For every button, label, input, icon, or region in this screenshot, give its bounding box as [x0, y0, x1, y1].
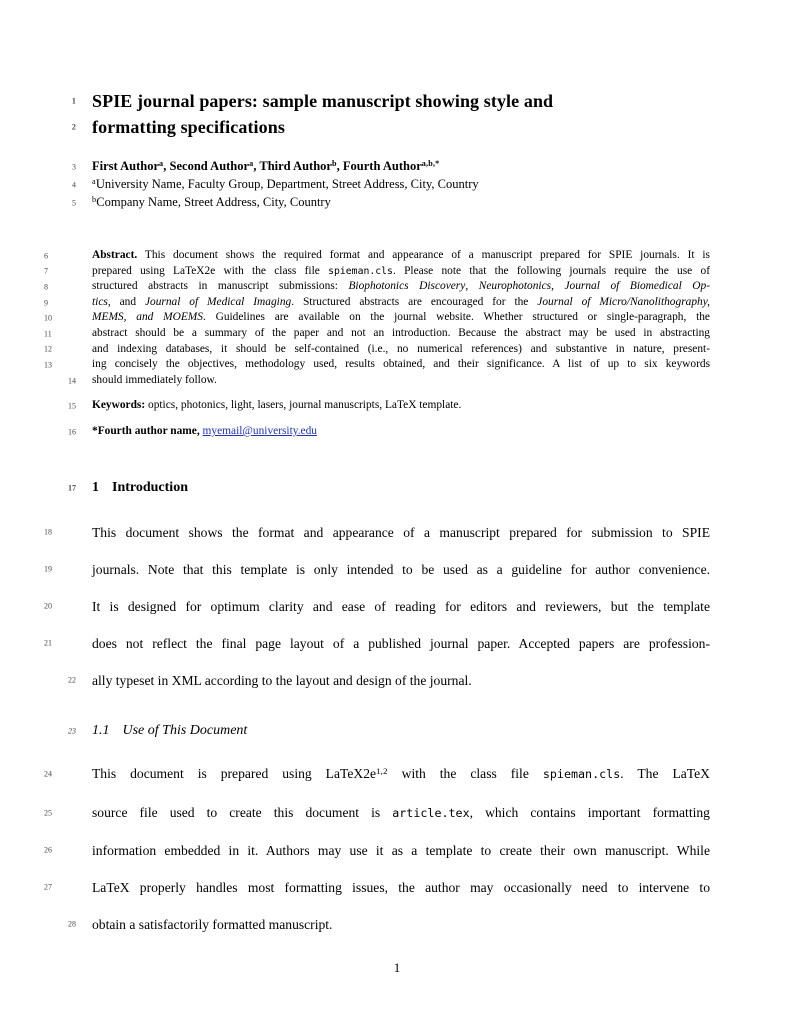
line-content: [92, 296, 710, 308]
line-content: [92, 525, 710, 540]
line: [44, 832, 710, 869]
text-segment: ally typeset in XML according to the layout and design of the journal.: [92, 672, 472, 688]
line-content: [92, 843, 710, 858]
text-segment: Company Name, Street Address, City, Country: [96, 195, 331, 209]
text-segment: ing concisely the objectives, methodology used, results obtained, and their significance. A list of up to six keywords: [92, 358, 710, 371]
text-segment: Abstract.: [92, 249, 138, 261]
subsection-heading-use-of-this-document: [68, 721, 710, 741]
line-number: 12: [44, 344, 52, 354]
text-segment: structured abstracts in manuscript submissions:: [92, 280, 349, 293]
author-affiliation-block: [72, 158, 710, 212]
line-number: 4: [72, 180, 76, 190]
text-segment: journals. Note that this template is only intended to be used as a guideline for author convenience.: [92, 561, 710, 577]
text-segment: . Guidelines are available on the journal website. Whether structured or single-paragraph, the: [202, 311, 710, 324]
line: [71, 88, 710, 114]
text-segment: obtain a satisfactorily formatted manuscript.: [92, 916, 333, 932]
text-segment: , and: [107, 295, 145, 308]
line-content: [92, 343, 710, 355]
text-segment: *Fourth author name,: [92, 424, 203, 437]
line-number: 13: [44, 360, 52, 370]
text-segment: spieman.cls: [542, 766, 621, 781]
text-segment: optics, photonics, light, lasers, journal manuscripts, LaTeX template.: [145, 399, 462, 412]
text-segment: This document is prepared using LaTeX2e: [92, 765, 377, 781]
line: [44, 755, 710, 794]
line-number: 5: [72, 198, 76, 208]
line-content: [92, 159, 439, 173]
text-segment: b: [92, 195, 97, 205]
line: [68, 906, 710, 943]
line-content: [92, 311, 710, 323]
line-number: 24: [44, 769, 52, 779]
line-content: [92, 636, 710, 651]
text-segment: Use of This Document: [122, 722, 248, 738]
line: [68, 478, 710, 498]
line: [44, 310, 710, 326]
text-segment: 1: [92, 479, 99, 495]
text-segment: spieman.cls: [328, 265, 393, 277]
line: [68, 424, 710, 440]
line: [44, 279, 711, 295]
text-segment: . Structured abstracts are encouraged for the: [291, 295, 538, 308]
line-number: 8: [44, 282, 48, 292]
text-segment: LaTeX properly handles most formatting issues, the author may occasionally need to intervene to: [92, 879, 710, 895]
text-segment: with the class file: [387, 765, 543, 781]
line: [72, 176, 710, 194]
line-number: 16: [68, 427, 76, 437]
line: [44, 794, 710, 832]
line-content: [92, 673, 472, 688]
text-segment: , which contains important formatting: [469, 804, 710, 820]
text-segment: Keywords:: [92, 399, 146, 412]
line-number: 14: [68, 376, 76, 386]
text-segment: 1,2: [376, 765, 388, 776]
line-number: 20: [44, 601, 52, 611]
line-number: 7: [44, 266, 48, 276]
line-number: 28: [68, 919, 76, 929]
line: [44, 295, 710, 311]
line-content: [92, 177, 479, 191]
line-number: 21: [44, 638, 52, 648]
text-segment: prepared using LaTeX2e with the class file: [92, 264, 329, 277]
line: [72, 194, 710, 212]
correspondence: [68, 424, 710, 440]
line-number: 22: [68, 675, 76, 685]
text-segment: . The LaTeX: [620, 765, 710, 781]
text-segment: b: [331, 159, 337, 169]
line-number: 3: [72, 162, 76, 172]
line-number: 18: [44, 527, 52, 537]
line-number: 2: [71, 122, 76, 132]
line: [44, 514, 710, 551]
line-content: [92, 280, 710, 292]
keywords: [68, 398, 710, 414]
line: [44, 869, 710, 906]
text-segment: It is designed for optimum clarity and ease of reading for editors and reviewers, but the template: [92, 598, 710, 614]
line: [44, 357, 710, 373]
use-of-this-document-paragraph: [44, 755, 710, 943]
line: [44, 342, 710, 358]
line: [44, 551, 710, 588]
line: [44, 248, 710, 264]
line: [44, 625, 710, 662]
line-number: 23: [68, 726, 76, 736]
line-number: 27: [44, 882, 52, 892]
line-content: [92, 562, 710, 577]
line-content: [92, 480, 188, 495]
section-heading-introduction: [68, 478, 710, 498]
line-content: [92, 117, 285, 137]
line-content: [92, 399, 461, 411]
text-segment: Neurophotonics: [478, 280, 552, 293]
line-content: [92, 723, 247, 738]
text-segment: Biophotonics Discovery: [348, 280, 466, 293]
text-segment: This document shows the required format and appearance of a manuscript prepared for SPIE journals. It is: [137, 249, 710, 261]
text-segment: information embedded in it. Authors may use it as a template to create their own manuscript. While: [92, 842, 710, 858]
line: [68, 398, 710, 414]
line-number: 9: [44, 298, 48, 308]
line-number: 26: [44, 845, 52, 855]
line: [71, 114, 710, 140]
email-link[interactable]: myemail@university.edu: [202, 424, 318, 437]
text-segment: source file used to create this document is: [92, 804, 393, 820]
line-content: [92, 805, 710, 820]
introduction-paragraph: [44, 514, 710, 699]
line-content: [92, 327, 710, 339]
line-number: 11: [44, 329, 52, 339]
line: [72, 158, 710, 176]
text-segment: should immediately follow.: [92, 373, 217, 386]
line-number: 15: [68, 401, 76, 411]
text-segment: Introduction: [112, 479, 188, 495]
line-content: [92, 880, 710, 895]
text-segment: and indexing databases, it should be self-contained (i.e., no numerical references) and substantive in nature, present-: [92, 342, 710, 355]
text-segment: SPIE journal papers: sample manuscript showing style and: [92, 91, 554, 111]
line-content: [92, 265, 710, 277]
text-segment: tics: [92, 295, 108, 308]
line-number: 25: [44, 808, 52, 818]
line: [68, 662, 710, 699]
text-segment: Journal of Micro/Nanolithography,: [537, 295, 710, 308]
line: [44, 588, 710, 625]
line-content: [92, 425, 317, 437]
text-segment: does not reflect the final page layout of a published journal paper. Accepted papers are profession-: [92, 635, 710, 651]
text-segment: First Author: [92, 159, 160, 173]
text-segment: . Please note that the following journals require the use of: [392, 264, 710, 277]
line-content: [92, 917, 332, 932]
line: [44, 326, 710, 342]
text-segment: a: [159, 159, 164, 169]
text-segment: abstract should be a summary of the paper and not an introduction. Because the abstract may be used in abstracting: [92, 326, 710, 339]
line-number: 19: [44, 564, 52, 574]
text-segment: Journal of Medical Imaging: [144, 295, 292, 308]
text-segment: a: [92, 177, 96, 187]
line-number: 6: [44, 251, 48, 261]
text-segment: Journal of Biomedical Op-: [564, 280, 711, 293]
text-segment: ,: [551, 280, 565, 293]
text-segment: University Name, Faculty Group, Department, Street Address, City, Country: [95, 177, 479, 191]
line: [44, 264, 710, 280]
line-number: 10: [44, 313, 52, 323]
line-content: [92, 358, 710, 370]
text-segment: a: [249, 159, 254, 169]
line-number: 17: [68, 483, 76, 493]
text-segment: MEMS, and MOEMS: [92, 311, 203, 324]
text-segment: article.tex: [392, 805, 470, 820]
line-content: [92, 249, 710, 261]
text-segment: formatting specifications: [92, 117, 285, 137]
line-content: [92, 195, 331, 209]
abstract: [44, 248, 711, 388]
text-segment: 1.1: [92, 722, 110, 738]
text-segment: This document shows the format and appearance of a manuscript prepared for submission to SPIE: [92, 524, 710, 540]
line-number: 1: [71, 96, 76, 106]
page-number: 1: [393, 960, 401, 975]
line: [68, 373, 710, 389]
text-segment: a,b,*: [421, 159, 440, 169]
text-segment: , Second Author: [163, 159, 250, 173]
line-content: [92, 91, 553, 111]
line-content: [92, 599, 710, 614]
line-content: [92, 766, 710, 781]
line-content: [92, 374, 217, 386]
line: [68, 721, 710, 741]
paper-title: [71, 88, 710, 140]
text-segment: , Third Author: [253, 159, 332, 173]
text-segment: ,: [465, 280, 479, 293]
text-segment: , Fourth Author: [336, 159, 422, 173]
